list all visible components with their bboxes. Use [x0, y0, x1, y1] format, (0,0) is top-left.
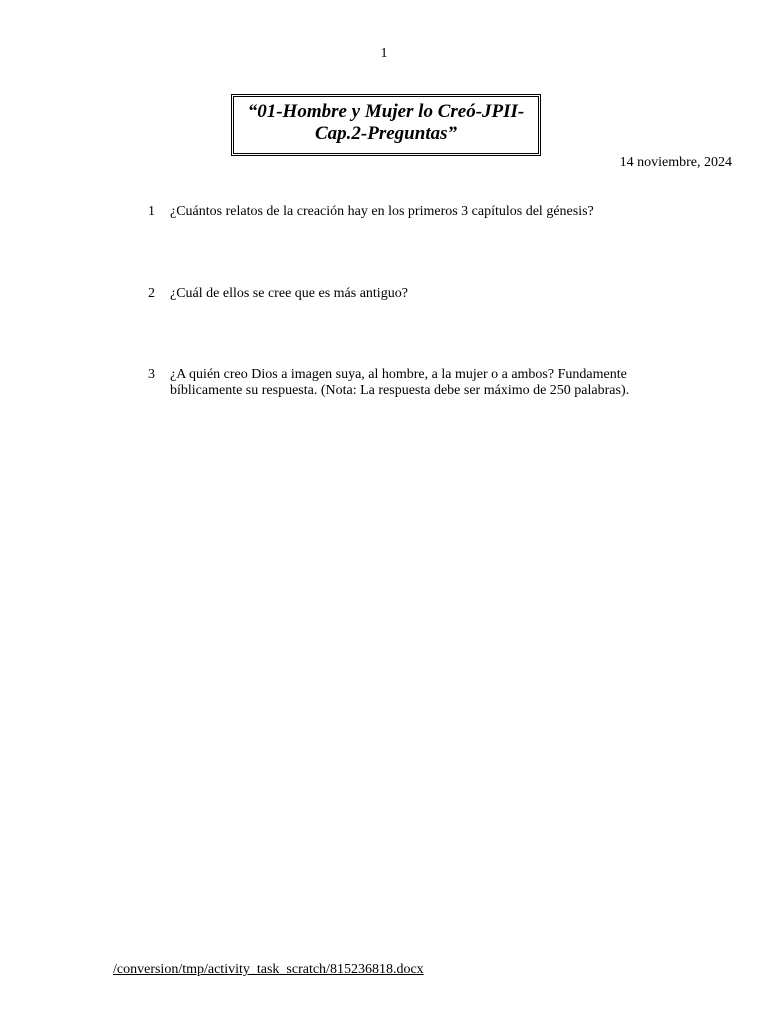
footer-file-path: /conversion/tmp/activity_task_scratch/815236818.docx: [113, 962, 424, 977]
question-text: ¿Cuál de ellos se cree que es más antiguo?: [170, 286, 408, 301]
document-title: “01-Hombre y Mujer lo Creó-JPII- Cap.2-Preguntas”: [247, 101, 525, 144]
page-number: 1: [380, 46, 388, 61]
question-number: 3: [148, 367, 155, 382]
question-number: 1: [148, 204, 155, 219]
question-text: ¿A quién creo Dios a imagen suya, al hombre, a la mujer o a ambos? Fundamente bíblicamente su respuesta. (Nota: La respuesta debe ser máximo de 250 palabras).: [170, 367, 630, 398]
document-date: 14 noviembre, 2024: [619, 155, 732, 170]
question-number: 2: [148, 286, 155, 301]
title-box: [231, 94, 541, 156]
question-text: ¿Cuántos relatos de la creación hay en los primeros 3 capítulos del génesis?: [170, 204, 594, 219]
